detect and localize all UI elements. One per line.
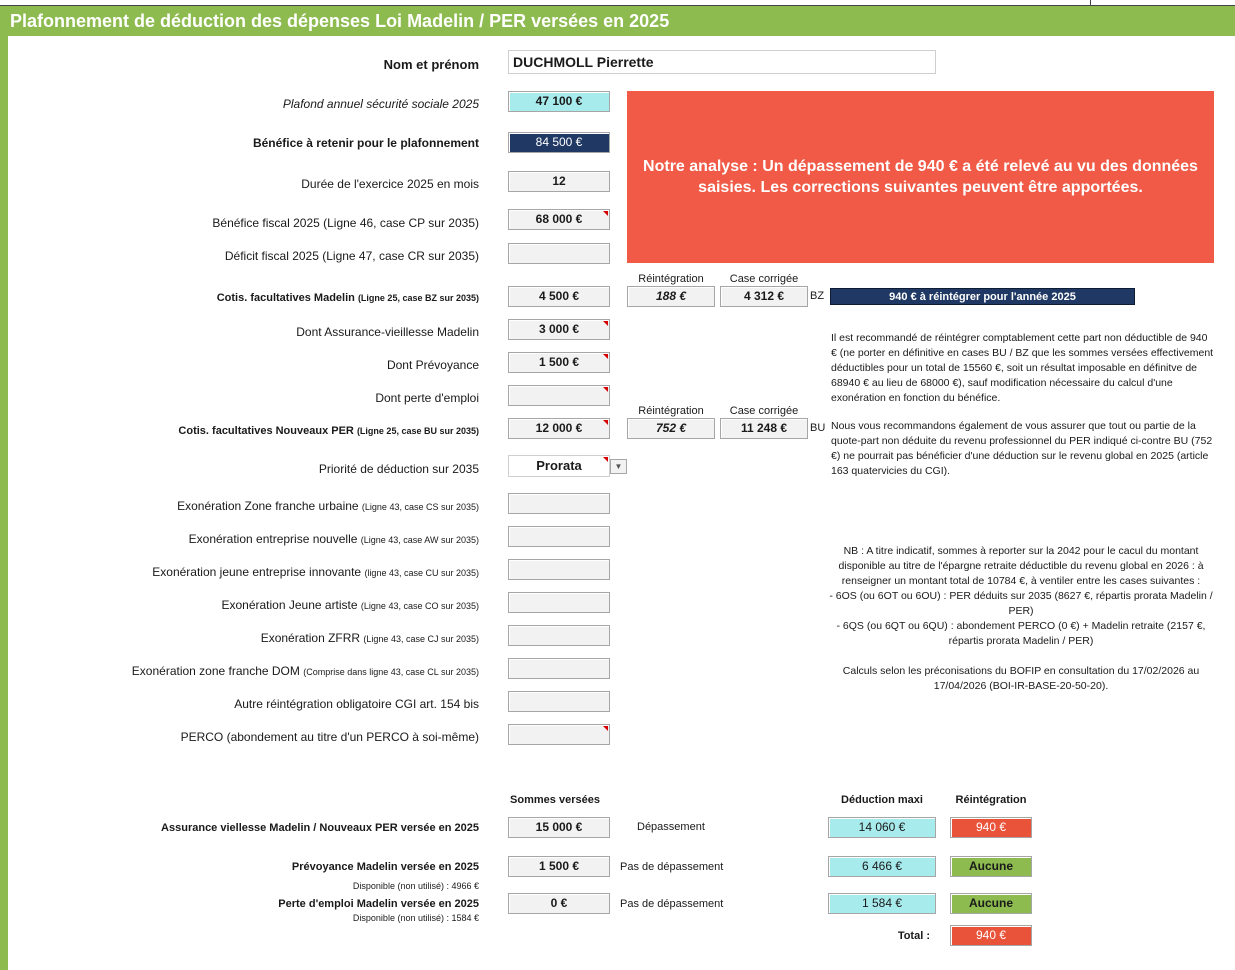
analysis-alert: Notre analyse : Un dépassement de 940 € a été relevé au vu des données saisies. Les corrections suivantes peuvent être apportées. xyxy=(627,91,1214,263)
autre-reint-label: Autre réintégration obligatoire CGI art. 154 bis xyxy=(234,697,479,711)
per-label xyxy=(178,425,479,437)
summary-row-perte-status: Pas de dépassement xyxy=(620,898,724,910)
madelin-corr-header: Case corrigée xyxy=(729,273,799,285)
benefice-fiscal-label: Bénéfice fiscal 2025 (Ligne 46, case CP sur 2035) xyxy=(212,216,479,230)
per-corr-header: Case corrigée xyxy=(729,405,799,417)
summary-row-perte-dispo: Disponible (non utilisé) : 1584 € xyxy=(352,913,479,923)
exo-artiste-input[interactable] xyxy=(508,592,610,613)
prevoyance-label: Dont Prévoyance xyxy=(386,358,479,372)
analysis-note-reintegration: Il est recommandé de réintégrer comptablement cette part non déductible de 940 € (ne porter en définitive en cases BU / BZ que les sommes versées effectivement déductibles pour un total de 15560 €, soit un résultat imposable en définitve de 68940 € au lieu de 68000 €), sauf modification nécessaire du calcul d'une exonération en fonction du bénéfice. xyxy=(831,332,1214,404)
summary-col-sommes: Sommes versées xyxy=(510,794,600,806)
per-case-code: BU xyxy=(810,422,826,434)
summary-row-av-sommes: 15 000 € xyxy=(508,817,610,838)
exo-zfu-label xyxy=(177,499,479,513)
exo-jei-label-ref: (ligne 43, case CU sur 2035) xyxy=(364,568,479,578)
summary-row-perte-sommes: 0 € xyxy=(508,893,610,914)
summary-row-av-status: Dépassement xyxy=(637,821,705,833)
priorite-select[interactable]: Prorata xyxy=(508,455,610,477)
summary-row-av-deduction: 14 060 € xyxy=(828,817,936,838)
page-title: Plafonnement de déduction des dépenses Loi Madelin / PER versées en 2025 xyxy=(0,6,1235,36)
summary-row-prev-reint: Aucune xyxy=(950,856,1032,877)
exo-zfrr-input[interactable] xyxy=(508,625,610,646)
benefice-retenir-label: Bénéfice à retenir pour le plafonnement xyxy=(252,136,479,150)
exo-zfu-input[interactable] xyxy=(508,493,610,514)
summary-row-av-reint: 940 € xyxy=(950,817,1032,838)
summary-row-av-label: Assurance viellesse Madelin / Nouveaux PER versée en 2025 xyxy=(161,822,479,834)
exo-dom-label xyxy=(132,664,479,678)
analysis-note-per: Nous vous recommandons également de vous assurer que tout ou partie de la quote-part non déduite du revenu professionnel du PER indiqué ci-contre BU (752 €) ne pourrait pas bénéficier d'une déduction sur le revenu global en 2025 (article 163 quatervicies du CGI). xyxy=(831,420,1213,477)
exo-dom-label-text: Exonération zone franche DOM xyxy=(131,664,300,678)
exo-nouvelle-label-text: Exonération entreprise nouvelle xyxy=(188,532,358,546)
av-madelin-label: Dont Assurance-vieillesse Madelin xyxy=(296,325,479,339)
priorite-label: Priorité de déduction sur 2035 xyxy=(318,462,479,476)
exo-zfrr-label-ref: (Ligne 43, case CJ sur 2035) xyxy=(363,634,479,644)
summary-total-value: 940 € xyxy=(950,925,1032,946)
exo-artiste-label-ref: (Ligne 43, case CO sur 2035) xyxy=(360,601,479,611)
exo-nouvelle-input[interactable] xyxy=(508,526,610,547)
duree-input[interactable]: 12 xyxy=(508,171,610,192)
madelin-case-code: BZ xyxy=(810,290,825,302)
analysis-note-2042: NB : A titre indicatif, sommes à reporter sur la 2042 pour le cacul du montant disponible au titre de l'épargne retraite déductible du revenu global en 2026 : à renseigner un montant total de 10784 €, à ventiler entre les cases suivantes : - 6OS (ou 6OT ou 6OU) : PER déduits sur 2035 (8627 €, répartis prorata Madelin / PER) - 6QS (ou 6QT ou 6QU) : abondement PERCO (0 €) + Madelin retraite (2157 €, répartis prorata Madelin / PER) xyxy=(829,545,1213,647)
exo-zfrr-label xyxy=(261,631,479,645)
summary-col-reint: Réintégration xyxy=(955,794,1027,806)
summary-row-prev-deduction: 6 466 € xyxy=(828,856,936,877)
prevoyance-input[interactable]: 1 500 € xyxy=(508,352,610,373)
duree-label: Durée de l'exercice 2025 en mois xyxy=(301,177,479,191)
madelin-label xyxy=(217,292,479,304)
per-corr-value: 11 248 € xyxy=(720,418,808,439)
exo-artiste-label xyxy=(221,598,479,612)
summary-row-perte-label: Perte d'emploi Madelin versée en 2025 xyxy=(278,898,479,910)
exo-dom-label-ref: (Comprise dans ligne 43, case CL sur 2035) xyxy=(303,667,479,677)
exo-jei-label xyxy=(152,565,479,579)
perco-label: PERCO (abondement au titre d'un PERCO à soi-même) xyxy=(180,730,479,744)
exo-zfu-label-text: Exonération Zone franche urbaine xyxy=(177,499,359,513)
reintegration-banner: 940 € à réintégrer pour l'année 2025 xyxy=(830,288,1135,305)
exo-nouvelle-label xyxy=(189,532,479,546)
summary-row-prev-label: Prévoyance Madelin versée en 2025 xyxy=(291,861,479,873)
name-field[interactable]: DUCHMOLL Pierrette xyxy=(508,50,936,74)
summary-row-prev-sommes: 1 500 € xyxy=(508,856,610,877)
av-madelin-input[interactable]: 3 000 € xyxy=(508,319,610,340)
exo-jei-input[interactable] xyxy=(508,559,610,580)
per-reint-value: 752 € xyxy=(627,418,715,439)
summary-total-label: Total : xyxy=(897,930,930,942)
summary-col-deduction: Déduction maxi xyxy=(841,794,923,806)
analysis-note-bofip: Calculs selon les préconisations du BOFIP en consultation du 17/02/2026 au 17/04/2026 (BOI-IR-BASE-20-50-20). xyxy=(842,665,1200,692)
madelin-reint-header: Réintégration xyxy=(638,273,704,285)
pass-value: 47 100 € xyxy=(508,91,610,112)
exo-jei-label-text: Exonération jeune entreprise innovante xyxy=(152,565,362,579)
exo-nouvelle-label-ref: (Ligne 43, case AW sur 2035) xyxy=(360,535,479,545)
perco-input[interactable] xyxy=(508,724,610,745)
benefice-retenir-value: 84 500 € xyxy=(508,132,610,153)
exo-artiste-label-text: Exonération Jeune artiste xyxy=(221,598,358,612)
madelin-label-text: Cotis. facultatives Madelin xyxy=(216,292,355,304)
summary-row-prev-status: Pas de dépassement xyxy=(620,861,724,873)
deficit-fiscal-input[interactable] xyxy=(508,243,610,264)
summary-row-prev-dispo: Disponible (non utilisé) : 4966 € xyxy=(352,881,479,891)
per-reint-header: Réintégration xyxy=(638,405,704,417)
madelin-input[interactable]: 4 500 € xyxy=(508,286,610,307)
perte-emploi-label: Dont perte d'emploi xyxy=(375,391,479,405)
madelin-label-ref: (Ligne 25, case BZ sur 2035) xyxy=(357,293,479,303)
summary-row-perte-deduction: 1 584 € xyxy=(828,893,936,914)
perte-emploi-input[interactable] xyxy=(508,385,610,406)
madelin-reint-value: 188 € xyxy=(627,286,715,307)
per-label-ref: (Ligne 25, case BU sur 2035) xyxy=(356,426,479,436)
summary-row-perte-reint: Aucune xyxy=(950,893,1032,914)
exo-zfrr-label-text: Exonération ZFRR xyxy=(260,631,361,645)
pass-label: Plafond annuel sécurité sociale 2025 xyxy=(282,97,479,111)
deficit-fiscal-label: Déficit fiscal 2025 (Ligne 47, case CR sur 2035) xyxy=(224,249,479,263)
per-input[interactable]: 12 000 € xyxy=(508,418,610,439)
left-frame-border xyxy=(0,36,8,970)
madelin-corr-value: 4 312 € xyxy=(720,286,808,307)
autre-reint-input[interactable] xyxy=(508,691,610,712)
exo-zfu-label-ref: (Ligne 43, case CS sur 2035) xyxy=(361,502,479,512)
per-label-text: Cotis. facultatives Nouveaux PER xyxy=(178,425,354,437)
name-label: Nom et prénom xyxy=(383,57,479,72)
chevron-down-icon[interactable]: ▼ xyxy=(610,459,627,474)
benefice-fiscal-input[interactable]: 68 000 € xyxy=(508,209,610,230)
exo-dom-input[interactable] xyxy=(508,658,610,679)
